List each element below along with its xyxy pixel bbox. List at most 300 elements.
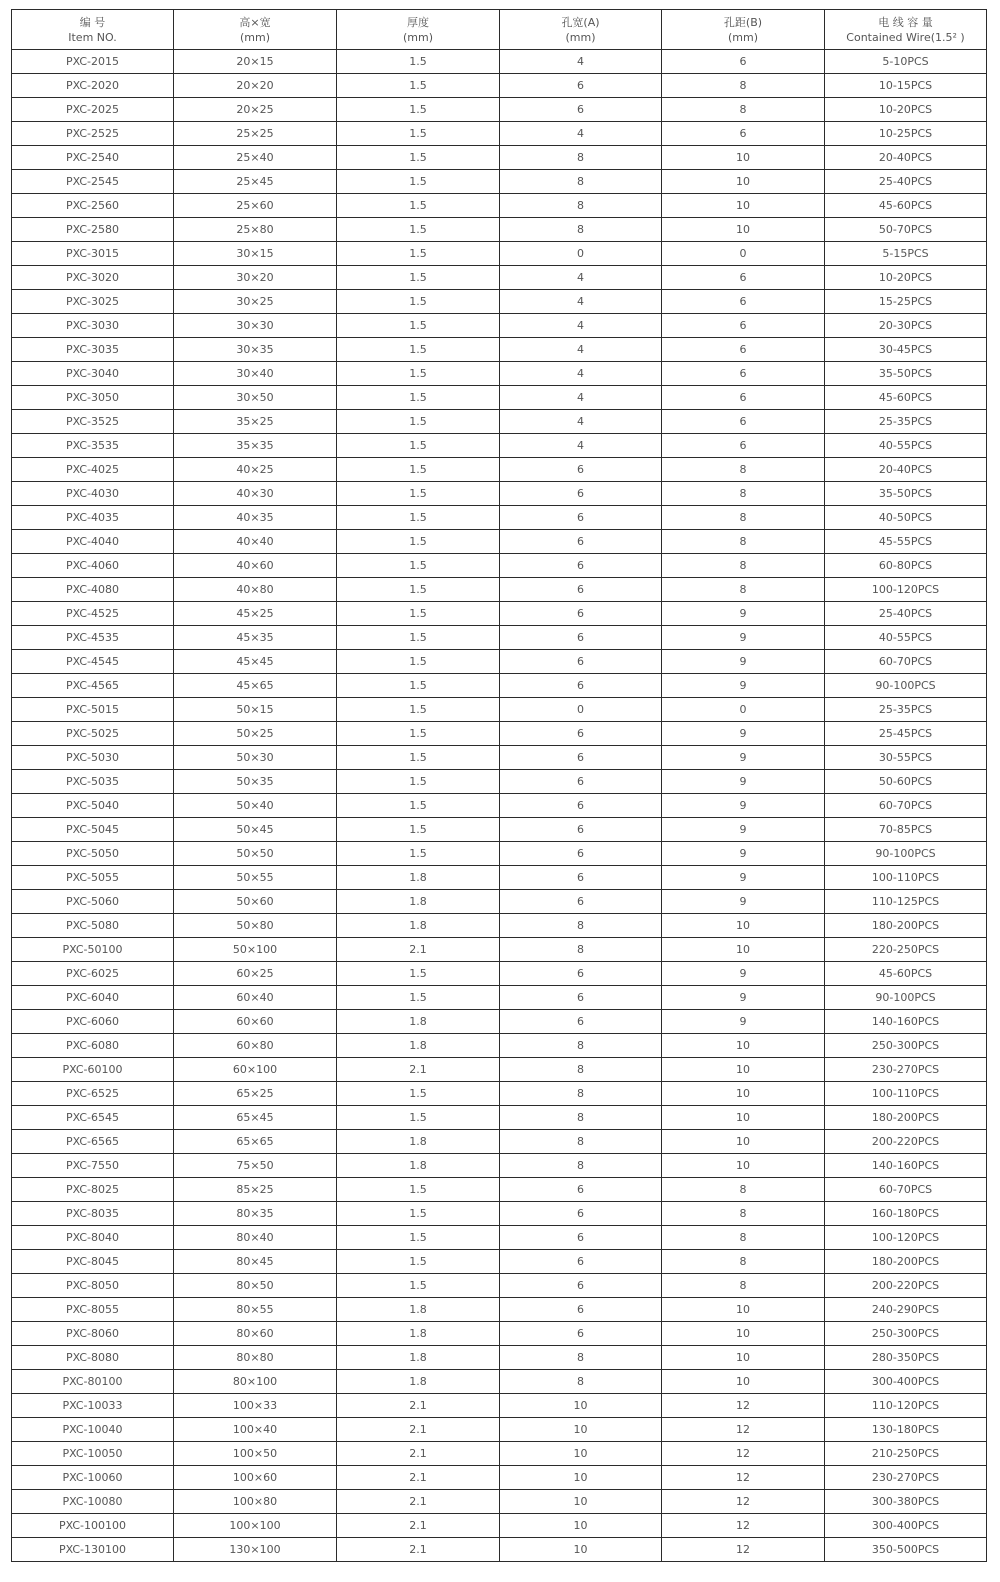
table-row [12,722,987,746]
table-row [12,1154,987,1178]
size-cell: 80×35 [174,1202,337,1226]
size-cell: 50×100 [174,938,337,962]
header-item-no-zh: 编 号 [79,15,106,29]
thickness-cell: 1.5 [337,170,500,194]
slot-width-cell: 4 [500,122,662,146]
size-cell: 60×25 [174,962,337,986]
item-no-cell: PXC-4030 [12,482,174,506]
slot-pitch-cell: 6 [662,290,825,314]
slot-pitch-cell: 8 [662,74,825,98]
wire-capacity-cell: 40-50PCS [825,506,987,530]
wire-capacity-cell: 25-40PCS [825,602,987,626]
item-no-cell: PXC-10060 [12,1466,174,1490]
table-row [12,386,987,410]
thickness-cell: 1.5 [337,962,500,986]
table-row [12,1034,987,1058]
header-slot-pitch-zh: 孔距(B) [723,15,763,29]
slot-pitch-cell: 10 [662,1058,825,1082]
header-wire-capacity-zh: 电 线 容 量 [878,15,933,29]
thickness-cell: 1.5 [337,794,500,818]
thickness-cell: 1.5 [337,266,500,290]
size-cell: 25×60 [174,194,337,218]
table-row [12,50,987,74]
table-row [12,746,987,770]
size-cell: 80×80 [174,1346,337,1370]
slot-width-cell: 6 [500,842,662,866]
size-cell: 20×25 [174,98,337,122]
slot-pitch-cell: 9 [662,650,825,674]
item-no-cell: PXC-130100 [12,1538,174,1562]
item-no-cell: PXC-8040 [12,1226,174,1250]
size-cell: 100×33 [174,1394,337,1418]
item-no-cell: PXC-50100 [12,938,174,962]
slot-pitch-cell: 12 [662,1466,825,1490]
item-no-cell: PXC-4545 [12,650,174,674]
item-no-cell: PXC-4525 [12,602,174,626]
table-row [12,698,987,722]
slot-width-cell: 6 [500,674,662,698]
wire-duct-spec-table [11,9,987,1562]
wire-capacity-cell: 20-30PCS [825,314,987,338]
slot-width-cell: 8 [500,1154,662,1178]
wire-capacity-cell: 60-70PCS [825,1178,987,1202]
item-no-cell: PXC-6080 [12,1034,174,1058]
size-cell: 80×100 [174,1370,337,1394]
thickness-cell: 1.5 [337,770,500,794]
wire-capacity-cell: 35-50PCS [825,482,987,506]
table-row [12,530,987,554]
size-cell: 20×15 [174,50,337,74]
thickness-cell: 1.5 [337,314,500,338]
wire-capacity-cell: 30-55PCS [825,746,987,770]
slot-pitch-cell: 12 [662,1418,825,1442]
size-cell: 80×50 [174,1274,337,1298]
slot-width-cell: 6 [500,458,662,482]
item-no-cell: PXC-4035 [12,506,174,530]
wire-capacity-cell: 40-55PCS [825,626,987,650]
thickness-cell: 1.5 [337,146,500,170]
slot-width-cell: 10 [500,1514,662,1538]
wire-capacity-cell: 100-110PCS [825,1082,987,1106]
item-no-cell: PXC-5015 [12,698,174,722]
table-row [12,1178,987,1202]
wire-capacity-cell: 20-40PCS [825,458,987,482]
header-item-no [12,10,174,50]
wire-capacity-cell: 50-70PCS [825,218,987,242]
slot-pitch-cell: 8 [662,1178,825,1202]
slot-width-cell: 4 [500,314,662,338]
header-wire-capacity-en: Contained Wire(1.5² ) [846,30,965,44]
header-slot-pitch-unit: (mm) [727,30,758,44]
slot-pitch-cell: 10 [662,1370,825,1394]
thickness-cell: 1.5 [337,434,500,458]
size-cell: 60×40 [174,986,337,1010]
table-row [12,362,987,386]
thickness-cell: 1.5 [337,338,500,362]
table-row [12,482,987,506]
slot-width-cell: 8 [500,938,662,962]
item-no-cell: PXC-4040 [12,530,174,554]
table-row [12,458,987,482]
table-row [12,578,987,602]
size-cell: 60×60 [174,1010,337,1034]
wire-capacity-cell: 30-45PCS [825,338,987,362]
wire-capacity-cell: 45-60PCS [825,386,987,410]
size-cell: 30×25 [174,290,337,314]
table-row [12,674,987,698]
item-no-cell: PXC-5045 [12,818,174,842]
thickness-cell: 1.8 [337,1298,500,1322]
slot-width-cell: 6 [500,506,662,530]
slot-pitch-cell: 9 [662,794,825,818]
item-no-cell: PXC-2580 [12,218,174,242]
slot-width-cell: 6 [500,1298,662,1322]
size-cell: 50×80 [174,914,337,938]
thickness-cell: 1.5 [337,602,500,626]
slot-pitch-cell: 9 [662,722,825,746]
wire-capacity-cell: 50-60PCS [825,770,987,794]
thickness-cell: 1.5 [337,674,500,698]
slot-pitch-cell: 9 [662,962,825,986]
thickness-cell: 1.5 [337,722,500,746]
slot-pitch-cell: 10 [662,1082,825,1106]
thickness-cell: 2.1 [337,1418,500,1442]
table-row [12,962,987,986]
wire-capacity-cell: 60-70PCS [825,794,987,818]
item-no-cell: PXC-2560 [12,194,174,218]
slot-pitch-cell: 6 [662,266,825,290]
table-row [12,266,987,290]
table-row [12,1514,987,1538]
slot-pitch-cell: 8 [662,1250,825,1274]
size-cell: 50×45 [174,818,337,842]
item-no-cell: PXC-6525 [12,1082,174,1106]
table-row [12,1226,987,1250]
slot-pitch-cell: 10 [662,1346,825,1370]
item-no-cell: PXC-5080 [12,914,174,938]
slot-width-cell: 6 [500,890,662,914]
thickness-cell: 1.5 [337,746,500,770]
wire-capacity-cell: 300-380PCS [825,1490,987,1514]
header-slot-width-zh: 孔宽(A) [561,15,600,29]
slot-pitch-cell: 9 [662,986,825,1010]
table-row [12,914,987,938]
table-row [12,1346,987,1370]
table-row [12,770,987,794]
thickness-cell: 1.5 [337,1106,500,1130]
table-row [12,1490,987,1514]
slot-width-cell: 6 [500,1250,662,1274]
slot-width-cell: 6 [500,578,662,602]
thickness-cell: 1.5 [337,506,500,530]
header-thickness-zh: 厚度 [407,15,429,29]
size-cell: 60×100 [174,1058,337,1082]
slot-pitch-cell: 12 [662,1514,825,1538]
size-cell: 80×40 [174,1226,337,1250]
thickness-cell: 2.1 [337,938,500,962]
item-no-cell: PXC-8025 [12,1178,174,1202]
wire-capacity-cell: 110-120PCS [825,1394,987,1418]
item-no-cell: PXC-8080 [12,1346,174,1370]
header-slot-width-unit: (mm) [565,30,596,44]
thickness-cell: 1.8 [337,914,500,938]
wire-capacity-cell: 250-300PCS [825,1322,987,1346]
slot-pitch-cell: 10 [662,1106,825,1130]
size-cell: 30×50 [174,386,337,410]
thickness-cell: 1.5 [337,482,500,506]
slot-pitch-cell: 9 [662,818,825,842]
slot-pitch-cell: 6 [662,122,825,146]
item-no-cell: PXC-5060 [12,890,174,914]
table-row [12,170,987,194]
slot-width-cell: 6 [500,722,662,746]
table-row [12,290,987,314]
item-no-cell: PXC-2015 [12,50,174,74]
slot-width-cell: 6 [500,650,662,674]
table-row [12,74,987,98]
header-size [174,10,337,50]
size-cell: 75×50 [174,1154,337,1178]
thickness-cell: 1.5 [337,1082,500,1106]
table-row [12,242,987,266]
wire-capacity-cell: 60-80PCS [825,554,987,578]
wire-capacity-cell: 210-250PCS [825,1442,987,1466]
header-thickness-unit: (mm) [402,30,433,44]
slot-width-cell: 8 [500,1082,662,1106]
item-no-cell: PXC-2540 [12,146,174,170]
slot-width-cell: 8 [500,218,662,242]
size-cell: 30×35 [174,338,337,362]
table-row [12,794,987,818]
slot-width-cell: 6 [500,98,662,122]
wire-capacity-cell: 90-100PCS [825,986,987,1010]
table-row [12,1130,987,1154]
size-cell: 100×40 [174,1418,337,1442]
slot-width-cell: 6 [500,482,662,506]
table-row [12,1466,987,1490]
slot-pitch-cell: 6 [662,410,825,434]
item-no-cell: PXC-2020 [12,74,174,98]
size-cell: 45×65 [174,674,337,698]
slot-pitch-cell: 6 [662,362,825,386]
slot-pitch-cell: 9 [662,866,825,890]
thickness-cell: 1.5 [337,842,500,866]
slot-width-cell: 6 [500,1274,662,1298]
slot-width-cell: 6 [500,1202,662,1226]
wire-capacity-cell: 25-40PCS [825,170,987,194]
slot-pitch-cell: 9 [662,602,825,626]
wire-capacity-cell: 100-120PCS [825,1226,987,1250]
table-row [12,338,987,362]
item-no-cell: PXC-4565 [12,674,174,698]
item-no-cell: PXC-2025 [12,98,174,122]
slot-pitch-cell: 8 [662,1274,825,1298]
slot-pitch-cell: 8 [662,506,825,530]
thickness-cell: 1.5 [337,650,500,674]
table-row [12,938,987,962]
size-cell: 85×25 [174,1178,337,1202]
slot-pitch-cell: 8 [662,1202,825,1226]
table-row [12,986,987,1010]
slot-pitch-cell: 6 [662,314,825,338]
size-cell: 40×40 [174,530,337,554]
slot-pitch-cell: 9 [662,770,825,794]
thickness-cell: 1.5 [337,626,500,650]
wire-capacity-cell: 70-85PCS [825,818,987,842]
size-cell: 45×35 [174,626,337,650]
wire-capacity-cell: 20-40PCS [825,146,987,170]
table-row [12,1082,987,1106]
slot-width-cell: 8 [500,194,662,218]
thickness-cell: 1.5 [337,410,500,434]
wire-capacity-cell: 200-220PCS [825,1274,987,1298]
slot-width-cell: 6 [500,746,662,770]
slot-pitch-cell: 12 [662,1490,825,1514]
item-no-cell: PXC-4060 [12,554,174,578]
slot-pitch-cell: 10 [662,914,825,938]
item-no-cell: PXC-8055 [12,1298,174,1322]
thickness-cell: 1.5 [337,1274,500,1298]
thickness-cell: 2.1 [337,1466,500,1490]
item-no-cell: PXC-4535 [12,626,174,650]
wire-capacity-cell: 10-15PCS [825,74,987,98]
thickness-cell: 1.5 [337,698,500,722]
slot-pitch-cell: 12 [662,1442,825,1466]
wire-capacity-cell: 220-250PCS [825,938,987,962]
wire-capacity-cell: 250-300PCS [825,1034,987,1058]
item-no-cell: PXC-6565 [12,1130,174,1154]
header-wire-capacity [825,10,987,50]
slot-pitch-cell: 8 [662,1226,825,1250]
size-cell: 130×100 [174,1538,337,1562]
size-cell: 100×80 [174,1490,337,1514]
thickness-cell: 1.5 [337,74,500,98]
slot-width-cell: 6 [500,1322,662,1346]
slot-width-cell: 4 [500,338,662,362]
item-no-cell: PXC-3525 [12,410,174,434]
thickness-cell: 1.8 [337,1322,500,1346]
slot-width-cell: 6 [500,770,662,794]
size-cell: 25×80 [174,218,337,242]
slot-width-cell: 0 [500,698,662,722]
item-no-cell: PXC-5025 [12,722,174,746]
thickness-cell: 1.8 [337,866,500,890]
wire-capacity-cell: 10-20PCS [825,98,987,122]
size-cell: 50×35 [174,770,337,794]
item-no-cell: PXC-100100 [12,1514,174,1538]
size-cell: 60×80 [174,1034,337,1058]
thickness-cell: 1.5 [337,530,500,554]
slot-width-cell: 6 [500,1010,662,1034]
thickness-cell: 1.5 [337,1226,500,1250]
table-row [12,890,987,914]
header-thickness [337,10,500,50]
table-header [12,10,987,50]
item-no-cell: PXC-6060 [12,1010,174,1034]
size-cell: 30×20 [174,266,337,290]
table-row [12,146,987,170]
slot-width-cell: 6 [500,1178,662,1202]
item-no-cell: PXC-6040 [12,986,174,1010]
wire-capacity-cell: 140-160PCS [825,1010,987,1034]
item-no-cell: PXC-60100 [12,1058,174,1082]
wire-capacity-cell: 230-270PCS [825,1466,987,1490]
item-no-cell: PXC-10040 [12,1418,174,1442]
slot-width-cell: 4 [500,266,662,290]
wire-capacity-cell: 35-50PCS [825,362,987,386]
header-size-unit: (mm) [239,30,270,44]
wire-capacity-cell: 10-20PCS [825,266,987,290]
slot-width-cell: 10 [500,1466,662,1490]
slot-width-cell: 8 [500,1058,662,1082]
slot-width-cell: 8 [500,1370,662,1394]
wire-capacity-cell: 25-35PCS [825,698,987,722]
item-no-cell: PXC-8050 [12,1274,174,1298]
table-row [12,1010,987,1034]
thickness-cell: 1.8 [337,1154,500,1178]
header-item-no-en: Item NO. [68,30,117,44]
item-no-cell: PXC-5030 [12,746,174,770]
size-cell: 25×25 [174,122,337,146]
size-cell: 50×40 [174,794,337,818]
thickness-cell: 2.1 [337,1490,500,1514]
header-row [12,10,987,50]
thickness-cell: 2.1 [337,1514,500,1538]
size-cell: 65×45 [174,1106,337,1130]
table-row [12,122,987,146]
slot-pitch-cell: 8 [662,554,825,578]
item-no-cell: PXC-3535 [12,434,174,458]
slot-width-cell: 8 [500,1106,662,1130]
wire-capacity-cell: 5-10PCS [825,50,987,74]
size-cell: 50×15 [174,698,337,722]
size-cell: 30×40 [174,362,337,386]
slot-pitch-cell: 12 [662,1538,825,1562]
wire-capacity-cell: 280-350PCS [825,1346,987,1370]
slot-width-cell: 8 [500,1346,662,1370]
slot-width-cell: 6 [500,74,662,98]
wire-capacity-cell: 180-200PCS [825,914,987,938]
wire-capacity-cell: 230-270PCS [825,1058,987,1082]
wire-capacity-cell: 300-400PCS [825,1370,987,1394]
thickness-cell: 1.8 [337,890,500,914]
slot-width-cell: 6 [500,866,662,890]
thickness-cell: 2.1 [337,1394,500,1418]
slot-pitch-cell: 10 [662,218,825,242]
item-no-cell: PXC-5050 [12,842,174,866]
item-no-cell: PXC-5035 [12,770,174,794]
size-cell: 50×60 [174,890,337,914]
slot-pitch-cell: 8 [662,578,825,602]
thickness-cell: 1.8 [337,1346,500,1370]
table-body [12,50,987,1562]
item-no-cell: PXC-5055 [12,866,174,890]
table-row [12,434,987,458]
wire-capacity-cell: 5-15PCS [825,242,987,266]
size-cell: 40×30 [174,482,337,506]
size-cell: 50×50 [174,842,337,866]
header-size-zh: 高×宽 [239,15,271,29]
item-no-cell: PXC-4080 [12,578,174,602]
slot-width-cell: 6 [500,530,662,554]
item-no-cell: PXC-8060 [12,1322,174,1346]
slot-pitch-cell: 0 [662,242,825,266]
slot-width-cell: 10 [500,1538,662,1562]
thickness-cell: 2.1 [337,1058,500,1082]
table-row [12,626,987,650]
slot-width-cell: 6 [500,626,662,650]
thickness-cell: 1.5 [337,986,500,1010]
